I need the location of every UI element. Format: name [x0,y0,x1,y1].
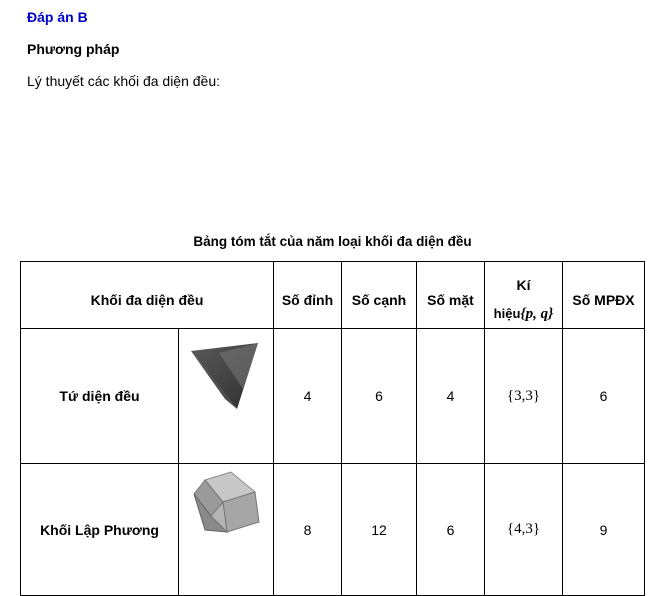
table-caption: Bảng tóm tắt của năm loại khối đa diện đều [193,234,472,249]
vertices-value: 8 [274,464,342,596]
header-symbol [485,262,563,329]
vertices-value: 4 [274,329,342,464]
header-faces: Số mặt [417,262,485,329]
answer-label: Đáp án B [27,9,88,25]
table-row [21,464,645,596]
edges-value: 6 [342,329,417,464]
theory-text: Lý thuyết các khối đa diện đều: [27,73,221,89]
tetrahedron-icon [179,329,274,464]
header-mpdx: Số MPĐX [563,262,645,329]
polyhedra-table [20,261,645,596]
symbol-value: {4,3} [485,464,563,596]
header-solid: Khối đa diện đều [21,262,274,329]
edges-value: 12 [342,464,417,596]
header-edges: Số cạnh [342,262,417,329]
faces-value: 4 [417,329,485,464]
solid-name: Tứ diện đều [21,329,179,464]
header-symbol-top: Kí [516,276,531,293]
table-header-row [21,262,645,329]
symbol-value: {3,3} [485,329,563,464]
mpdx-value: 6 [563,329,645,464]
solid-name: Khối Lập Phương [21,464,179,596]
cube-icon [179,464,274,596]
header-symbol-bottom: hiệu{p, q} [493,305,554,322]
method-heading: Phương pháp [27,41,120,57]
mpdx-value: 9 [563,464,645,596]
faces-value: 6 [417,464,485,596]
header-vertices: Số đỉnh [274,262,342,329]
header-symbol-math: {p, q} [520,305,554,322]
table-row [21,329,645,464]
